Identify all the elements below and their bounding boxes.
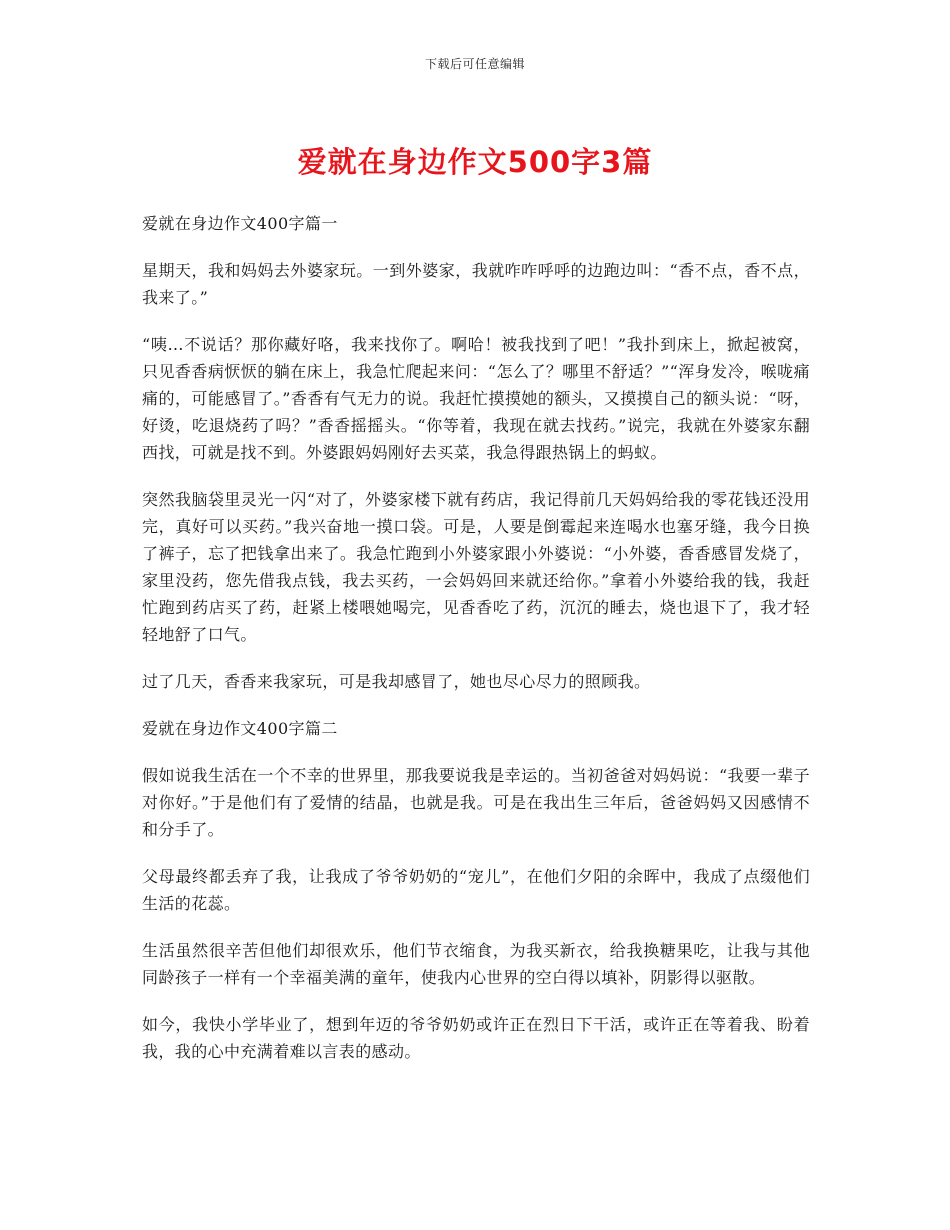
paragraph: 父母最终都丢弃了我，让我成了爷爷奶奶的“宠儿”，在他们夕阳的余晖中，我成了点缀他们生活的花蕊。 <box>142 867 810 913</box>
paragraph: 假如说我生活在一个不幸的世界里，那我要说我是幸运的。当初爸爸对妈妈说：“我要一辈子对你好。”于是他们有了爱情的结晶，也就是我。可是在我出生三年后，爸爸妈妈又因感情不和分手了。 <box>142 766 810 839</box>
paragraph: 过了几天，香香来我家玩，可是我却感冒了，她也尽心尽力的照顾我。 <box>142 672 651 691</box>
header-note: 下载后可任意编辑 <box>424 57 525 71</box>
section-heading-2: 爱就在身边作文400字篇二 <box>142 719 338 738</box>
paragraph: 生活虽然很辛苦但他们却很欢乐，他们节衣缩食，为我买新衣，给我换糖果吃，让我与其他同龄孩子一样有一个幸福美满的童年，使我内心世界的空白得以填补，阴影得以驱散。 <box>142 941 810 987</box>
paragraph: “咦…不说话？那你藏好咯，我来找你了。啊哈！被我找到了吧！”我扑到床上，掀起被窝，只见香香病恹恹的躺在床上，我急忙爬起来问：“怎么了？哪里不舒适？”“浑身发冷，喉咙痛痛的，可能感冒了。”香香有气无力的说。我赶忙摸摸她的额头，又摸摸自己的额头说：“呀，好烫，吃退烧药了吗？”香香摇摇头。“你等着，我现在就去找药。”说完，我就在外婆家东翻西找，可就是找不到。外婆跟妈妈刚好去买菜，我急得跟热锅上的蚂蚁。 <box>142 335 810 462</box>
section-heading-1: 爱就在身边作文400字篇一 <box>142 214 338 233</box>
document-title: 爱就在身边作文500字3篇 <box>297 145 653 179</box>
paragraph: 如今，我快小学毕业了，想到年迈的爷爷奶奶或许正在烈日下干活，或许正在等着我、盼着我，我的心中充满着难以言表的感动。 <box>142 1015 810 1061</box>
document-body <box>142 210 810 1085</box>
paragraph: 星期天，我和妈妈去外婆家玩。一到外婆家，我就咋咋呼呼的边跑边叫：“香不点，香不点，我来了。” <box>142 261 810 307</box>
paragraph: 突然我脑袋里灵光一闪“对了，外婆家楼下就有药店，我记得前几天妈妈给我的零花钱还没用完，真好可以买药。”我兴奋地一摸口袋。可是，人要是倒霉起来连喝水也塞牙缝，我今日换了裤子，忘了把钱拿出来了。我急忙跑到小外婆家跟小外婆说：“小外婆，香香感冒发烧了，家里没药，您先借我点钱，我去买药，一会妈妈回来就还给你。”拿着小外婆给我的钱，我赶忙跑到药店买了药，赶紧上楼喂她喝完，见香香吃了药，沉沉的睡去，烧也退下了，我才轻轻地舒了口气。 <box>142 490 810 644</box>
